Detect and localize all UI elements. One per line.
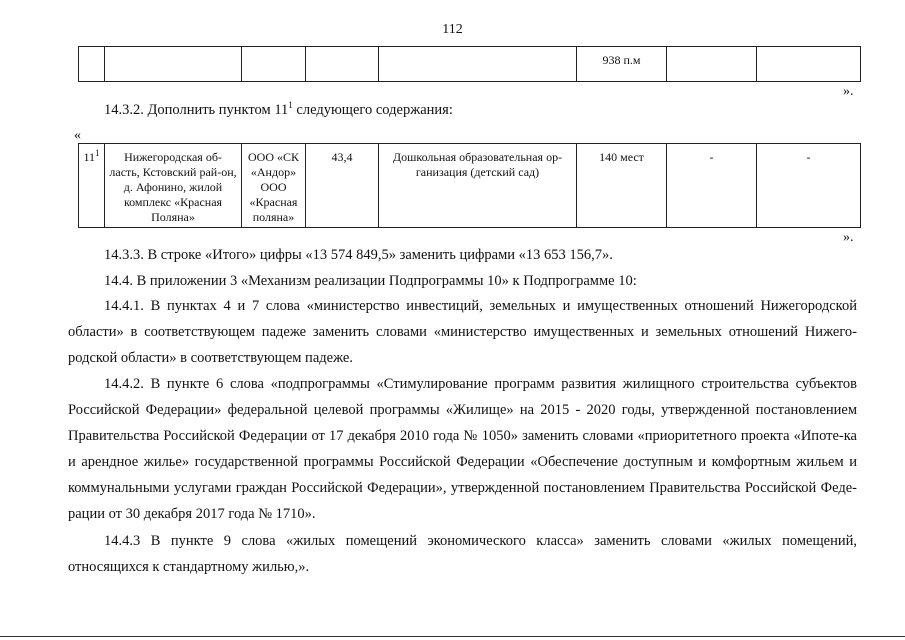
bottom-rule [0, 636, 905, 637]
row-col6: - [667, 144, 757, 228]
top-cell-capacity: 938 п.м [577, 47, 667, 82]
row-area: 43,4 [306, 144, 379, 228]
top-cell-4 [306, 47, 379, 82]
heading-14-3-2-sup: 1 [288, 100, 293, 111]
top-cell-7 [757, 47, 861, 82]
heading-14-3-2 [104, 97, 453, 123]
top-cell-1 [79, 47, 105, 82]
heading-14-3-2-text: 14.3.2. Дополнить пунктом 11 [104, 102, 289, 118]
row-object: Дошкольная образовательная ор-ганизация (детский сад) [379, 144, 577, 228]
row-developer: ООО «СК «Андор» ООО «Красная поляна» [242, 144, 306, 228]
paragraph-14-4: 14.4. В приложении 3 «Механизм реализации Подпрограммы 10» к Подпрограмме 10: [104, 273, 637, 289]
row-number-sup: 1 [95, 148, 100, 158]
top-cell-2 [105, 47, 242, 82]
row-capacity: 140 мест [577, 144, 667, 228]
closing-quote-2: ». [843, 230, 854, 245]
heading-14-3-2-text-after: следующего содержания: [292, 102, 453, 118]
page-number: 112 [442, 22, 463, 37]
row-col7: - [757, 144, 861, 228]
new-row-table [78, 143, 861, 228]
paragraph-14-3-3: 14.3.3. В строке «Итого» цифры «13 574 849,5» заменить цифрами «13 653 156,7». [104, 247, 613, 263]
paragraph-14-4-1: 14.4.1. В пунктах 4 и 7 слова «министерство инвестиций, земельных и имущественных отношений Нижегородской области» в соответствующем падеже заменить словами «министерство имущественных и земельных отношений Нижего-родской области» в соответствующем падеже. [68, 298, 857, 366]
row-location: Нижегородская об-ласть, Кстовский рай-он, д. Афонино, жилой комплекс «Красная Поляна» [105, 144, 242, 228]
top-cell-5 [379, 47, 577, 82]
paragraph-14-4-2: 14.4.2. В пункте 6 слова «подпрограммы «Стимулирование программ развития жилищного строительства субъектов Российской Федерации» федеральной целевой программы «Жилище» на 2015 - 2020 годы, утвержденной постановлением Правительства Российской Федерации от 17 декабря 2010 года № 1050» заменить словами «приоритетного проекта «Ипоте-ка и арендное жилье» государственной программы Российской Федерации «Обеспечение доступным и комфортным жильем и коммунальными услугами граждан Российской Федерации», утвержденной постановлением Правительства Российской Феде-рации от 30 декабря 2017 года № 1710». [68, 376, 857, 522]
row-number-text: 11 [83, 150, 96, 164]
top-cell-6 [667, 47, 757, 82]
top-cell-3 [242, 47, 306, 82]
top-table [78, 46, 861, 82]
opening-quote: « [74, 128, 81, 143]
row-number [79, 144, 105, 228]
closing-quote-1: ». [843, 84, 854, 99]
paragraph-14-4-3: 14.4.3 В пункте 9 слова «жилых помещений экономического класса» заменить словами «жилых помещений, относящихся к стандартному жилью,». [68, 533, 857, 575]
